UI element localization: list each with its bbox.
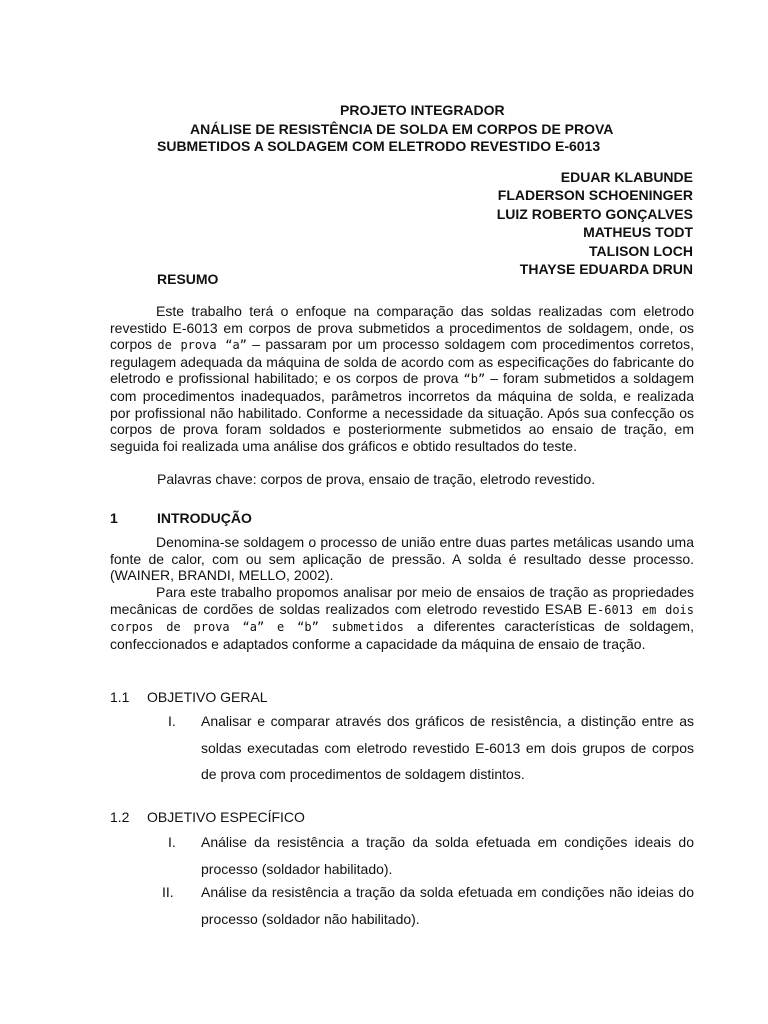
section-heading-objetivo-especifico bbox=[110, 809, 305, 826]
document-title-line-3: SUBMETIDOS A SOLDAGEM COM ELETRODO REVESTIDO E-6013 bbox=[157, 138, 601, 154]
introducao-paragraph-2 bbox=[110, 584, 694, 652]
resumo-heading: RESUMO bbox=[157, 271, 219, 287]
author-name: THAYSE EDUARDA DRUN bbox=[519, 261, 693, 278]
list-item-numeral: I. bbox=[168, 713, 176, 729]
author-name: MATHEUS TODT bbox=[583, 224, 693, 241]
objetivo-geral-item bbox=[168, 708, 694, 788]
section-heading-introducao: INTRODUÇÃO bbox=[157, 510, 252, 526]
section-heading-objetivo-geral bbox=[110, 689, 268, 706]
author-name: TALISON LOCH bbox=[589, 242, 693, 259]
section-number-objetivo-especifico: 1.2 bbox=[110, 809, 130, 825]
author-name: LUIZ ROBERTO GONÇALVES bbox=[496, 205, 693, 222]
author-name: FLADERSON SCHOENINGER bbox=[497, 187, 693, 204]
document-title-line-2: ANÁLISE DE RESISTÊNCIA DE SOLDA EM CORPOS DE PROVA bbox=[190, 121, 614, 137]
introducao-para2-mono: -6013 em dois corpos de prova “a” e “b” submetidos a bbox=[110, 602, 695, 635]
list-item-text: Análise da resistência a tração da solda efetuada em condições não ideias do processo (soldador não habilitado). bbox=[201, 884, 694, 927]
resumo-paragraph bbox=[110, 303, 694, 454]
section-number-objetivo-geral: 1.1 bbox=[110, 689, 130, 705]
list-item-numeral: II. bbox=[162, 884, 174, 900]
introducao-para2-part1: Para este trabalho propomos analisar por meio de ensaios de tração as propriedades mecânicas de cordões de soldas realizados com eletrodo revestido ESAB E bbox=[110, 584, 694, 617]
document-title-line-1: PROJETO INTEGRADOR bbox=[340, 102, 505, 118]
introducao-para2-part2: diferentes características de soldagem, confeccionados e adaptados conforme a capacidade da máquina de ensaio de tração. bbox=[110, 618, 694, 652]
section-title-objetivo-geral: OBJETIVO GERAL bbox=[147, 689, 268, 705]
introducao-para1-text: Denomina-se soldagem o processo de união entre duas partes metálicas usando uma fonte de calor, com ou sem aplicação de pressão. A solda é resultado desse processo. (WAINER, BRANDI, MELLO, 2002). bbox=[110, 534, 694, 584]
objetivo-especifico-item bbox=[168, 829, 694, 883]
section-number-introducao: 1 bbox=[110, 510, 118, 526]
resumo-text-part1: Este trabalho terá o enfoque na comparação das soldas realizadas com eletrodo revestido E-6013 em corpos de prova submetidos a procedimentos de soldagem, onde, os corpos bbox=[110, 303, 694, 353]
keywords-line: Palavras chave: corpos de prova, ensaio de tração, eletrodo revestido. bbox=[157, 471, 596, 487]
author-name: EDUAR KLABUNDE bbox=[560, 169, 693, 185]
introducao-paragraph-1 bbox=[110, 534, 694, 584]
author-list bbox=[497, 168, 693, 278]
resumo-text-part3: – foram submetidos a soldagem com procedimentos inadequados, parâmetros incorretos da máquina de solda, e realizada por profissional não habilitado. Conforme a necessidade da situação. Após sua confecção os corpos de prova foram soldados e posteriormente submetidos ao ensaio de tração, em seguida foi realizada uma análise dos gráficos e obtido resultados do teste. bbox=[110, 370, 694, 454]
list-item-numeral: I. bbox=[168, 834, 176, 850]
resumo-text-mono1: de prova “a” bbox=[157, 338, 247, 353]
list-item-text: Análise da resistência a tração da solda efetuada em condições ideais do processo (soldador habilitado). bbox=[201, 834, 694, 877]
resumo-text-part2: – passaram por um processo soldagem com procedimentos corretos, regulagem adequada da máquina de solda de acordo com as especificações do fabricante do eletrodo e profissional habilitado; e os corpos de prova bbox=[110, 336, 694, 387]
resumo-text-mono2: “b” bbox=[463, 372, 486, 387]
section-title-objetivo-especifico: OBJETIVO ESPECÍFICO bbox=[147, 809, 305, 825]
objetivo-especifico-item bbox=[162, 879, 694, 933]
list-item-text: Analisar e comparar através dos gráficos de resistência, a distinção entre as soldas executadas com eletrodo revestido E-6013 em dois grupos de corpos de prova com procedimentos de soldagem distintos. bbox=[201, 713, 694, 782]
